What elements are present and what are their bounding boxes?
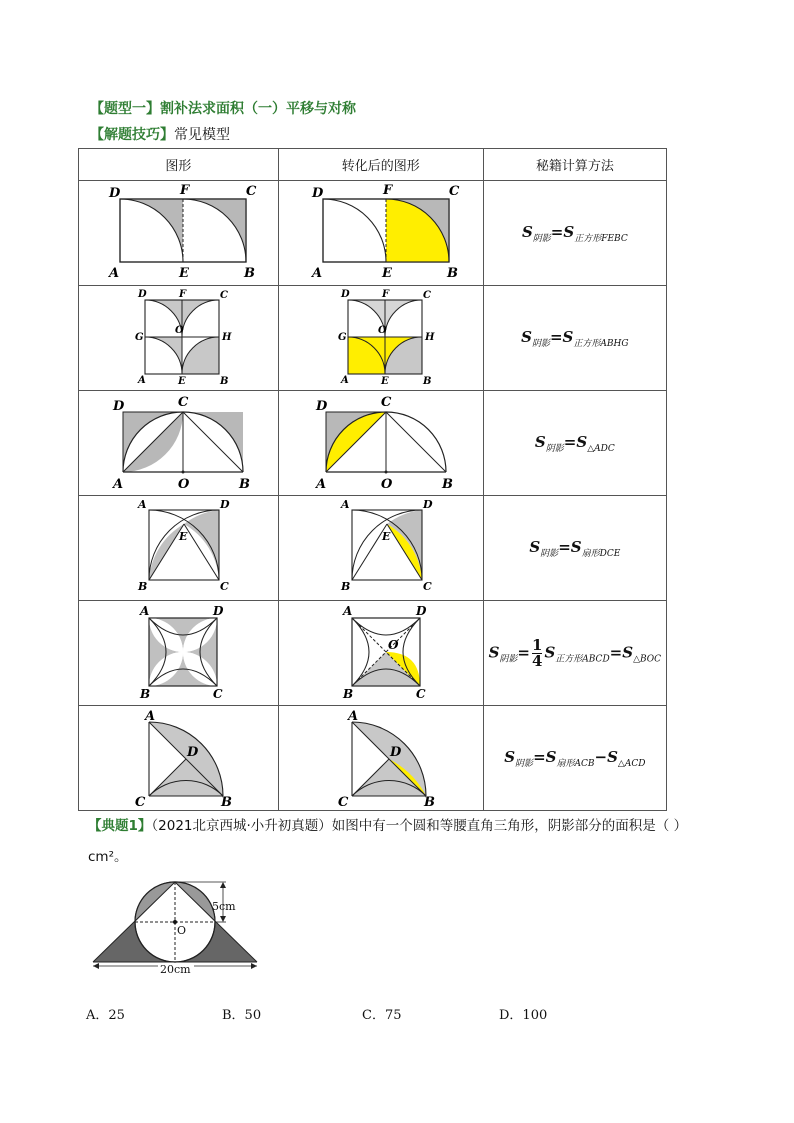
section-tag: 【题型一】 (90, 101, 160, 117)
header-method: 秘籍计算方法 (483, 149, 666, 181)
formula-s: S (504, 747, 516, 766)
svg-text:A: A (140, 604, 150, 618)
svg-text:D: D (220, 498, 230, 511)
transformed-cell (278, 181, 483, 286)
table-row (79, 496, 667, 601)
svg-text:D: D (422, 498, 433, 511)
svg-text:A: A (311, 266, 322, 281)
svg-text:E: E (381, 266, 392, 281)
formula-eq: = (549, 327, 563, 346)
formula-sub: 阴影 (531, 338, 550, 349)
svg-text:B: B (220, 376, 229, 386)
formula-sub2: 正方形ABHG (573, 338, 629, 349)
fraction (532, 635, 543, 670)
svg-text:A: A (315, 477, 326, 491)
formula-s3: S (622, 643, 634, 661)
svg-text:C: C (422, 290, 431, 301)
svg-text:D: D (187, 745, 199, 760)
quarter-circle-transformed (286, 706, 476, 806)
svg-text:B: B (239, 477, 251, 491)
square-arcs-figure (83, 286, 273, 386)
table-row (79, 286, 667, 391)
formula-cell (483, 181, 666, 286)
formula-eq: = (517, 643, 530, 661)
model-table (78, 148, 667, 811)
question-body: （2021北京西城·小升初真题）如图中有一个圆和等腰直角三角形，阴影部分的面积是（ ） (151, 818, 688, 834)
svg-text:F: F (179, 289, 187, 300)
svg-text:D: D (138, 289, 148, 300)
formula-sub2: 正方形ABCD (555, 654, 610, 664)
formula-s2: S (570, 537, 582, 556)
svg-text:O: O (380, 477, 393, 491)
svg-text:C: C (380, 395, 392, 410)
svg-text:E: E (381, 530, 391, 543)
table-row (79, 391, 667, 496)
svg-text:A: A (138, 375, 147, 386)
figure-cell (79, 391, 279, 496)
svg-text:C: C (337, 795, 349, 806)
transformed-cell (278, 706, 483, 811)
formula-sub3: △ACD (617, 758, 646, 769)
svg-text:A: A (347, 709, 358, 724)
transformed-cell (278, 391, 483, 496)
center-label: O (177, 924, 187, 937)
fraction-denominator: 4 (532, 651, 543, 670)
question-tag: 【典题1】 (88, 818, 152, 834)
formula-sub2: 正方形FEBC (574, 233, 628, 244)
formula-sub3: △BOC (633, 654, 662, 664)
square-two-arcs-transformed (286, 496, 476, 596)
formula-sub: 阴影 (499, 654, 518, 664)
formula-sub: 阴影 (532, 233, 551, 244)
svg-text:D: D (389, 745, 402, 760)
formula-sub: 阴影 (545, 443, 564, 454)
svg-text:C: C (178, 395, 189, 410)
svg-text:F: F (180, 183, 190, 198)
semicircle-figure (83, 391, 273, 491)
svg-text:A: A (138, 498, 147, 511)
formula-sub2: 扇形ACB (556, 758, 595, 769)
transformed-cell (278, 601, 483, 706)
svg-text:B: B (423, 795, 435, 806)
tips-text: 常见模型 (174, 127, 230, 143)
svg-text:C: C (415, 687, 426, 701)
svg-text:B: B (422, 376, 432, 386)
svg-text:D: D (415, 604, 427, 618)
svg-text:B: B (446, 266, 458, 281)
choice-b[interactable]: B．50 (222, 1008, 262, 1023)
svg-text:C: C (422, 580, 432, 593)
svg-text:D: D (213, 604, 224, 618)
figure-cell (79, 601, 279, 706)
formula-s: S (521, 327, 532, 346)
formula-s2: S (563, 222, 575, 241)
formula-minus: − (594, 747, 608, 766)
formula-s: S (521, 222, 533, 241)
svg-text:O: O (178, 477, 190, 491)
svg-text:B: B (340, 580, 351, 593)
svg-text:D: D (113, 399, 125, 414)
rect-quarter-arcs-transformed (286, 181, 476, 281)
header-figure: 图形 (79, 149, 279, 181)
formula-sub: 阴影 (540, 548, 559, 559)
rect-quarter-arcs-figure (83, 181, 273, 281)
svg-text:C: C (448, 184, 460, 199)
svg-text:D: D (315, 399, 328, 414)
tips-tag: 【解题技巧】 (90, 127, 174, 143)
semicircle-transformed (286, 391, 476, 491)
formula-cell (483, 391, 666, 496)
svg-text:O: O (387, 638, 399, 652)
formula-s: S (534, 432, 546, 451)
formula-cell (483, 706, 666, 811)
formula-cell (483, 496, 666, 601)
formula-eq: = (563, 432, 577, 451)
header-transformed: 转化后的图形 (278, 149, 483, 181)
svg-text:G: G (135, 332, 144, 343)
square-two-arcs-figure (83, 496, 273, 596)
svg-text:B: B (244, 266, 256, 281)
svg-text:A: A (109, 266, 120, 281)
section-title: 割补法求面积（一）平移与对称 (160, 101, 356, 117)
svg-text:B: B (138, 580, 148, 593)
formula-sub: 阴影 (515, 758, 534, 769)
svg-text:H: H (222, 332, 232, 343)
svg-text:O: O (377, 325, 387, 336)
formula-s2: S (544, 643, 556, 661)
svg-text:C: C (135, 795, 146, 806)
svg-text:D: D (311, 186, 324, 201)
svg-text:B: B (342, 687, 353, 701)
tips-line (90, 124, 230, 144)
svg-text:C: C (220, 580, 230, 593)
base-label: 20cm (160, 963, 191, 976)
formula-s: S (529, 537, 541, 556)
four-petal-transformed (286, 601, 476, 701)
formula-sub2: △ADC (587, 443, 615, 454)
formula-s: S (488, 643, 500, 661)
svg-text:D: D (109, 186, 121, 201)
svg-text:A: A (340, 375, 349, 386)
svg-text:G: G (337, 332, 347, 343)
formula-cell (483, 601, 666, 706)
svg-text:A: A (340, 498, 350, 511)
quarter-circle-figure (83, 706, 273, 806)
formula-eq: = (550, 222, 564, 241)
question-text (88, 816, 687, 836)
svg-text:H: H (424, 332, 435, 343)
transformed-cell (278, 496, 483, 601)
formula-eq: = (533, 747, 546, 766)
svg-text:E: E (179, 266, 190, 281)
table-row (79, 601, 667, 706)
svg-text:A: A (342, 604, 353, 618)
svg-text:B: B (441, 477, 453, 491)
svg-text:D: D (340, 289, 350, 300)
formula-s2: S (562, 327, 574, 346)
four-petal-figure (83, 601, 273, 701)
choice-c[interactable]: C．75 (362, 1008, 402, 1023)
figure-cell (79, 286, 279, 391)
formula-s2: S (545, 747, 557, 766)
svg-text:F: F (381, 289, 389, 300)
figure-cell (79, 706, 279, 811)
radius-label: 5cm (212, 900, 236, 913)
question-unit: cm²。 (88, 849, 128, 865)
choice-a[interactable]: A．25 (86, 1008, 125, 1023)
table-row (79, 181, 667, 286)
svg-text:C: C (220, 290, 229, 301)
svg-text:C: C (246, 184, 257, 199)
choice-d[interactable]: D．100 (499, 1008, 548, 1023)
table-header-row (79, 149, 667, 181)
svg-text:O: O (175, 325, 185, 336)
svg-text:A: A (113, 477, 124, 491)
figure-cell (79, 496, 279, 601)
svg-text:A: A (145, 709, 156, 724)
formula-cell (483, 286, 666, 391)
table-row (79, 706, 667, 811)
formula-eq2: = (609, 643, 623, 661)
svg-text:E: E (178, 376, 187, 386)
svg-text:E: E (179, 530, 188, 543)
formula-eq: = (558, 537, 571, 556)
formula-s3: S (607, 747, 618, 766)
formula-sub2: 扇形DCE (581, 548, 621, 559)
fraction-numerator: 1 (532, 635, 543, 654)
square-arcs-transformed (286, 286, 476, 386)
section-heading (90, 98, 356, 118)
svg-text:F: F (382, 183, 392, 198)
svg-text:B: B (221, 795, 233, 806)
svg-text:C: C (213, 687, 223, 701)
transformed-cell (278, 286, 483, 391)
svg-text:B: B (140, 687, 151, 701)
svg-text:E: E (380, 376, 389, 386)
figure-cell (79, 181, 279, 286)
formula-s2: S (576, 432, 588, 451)
